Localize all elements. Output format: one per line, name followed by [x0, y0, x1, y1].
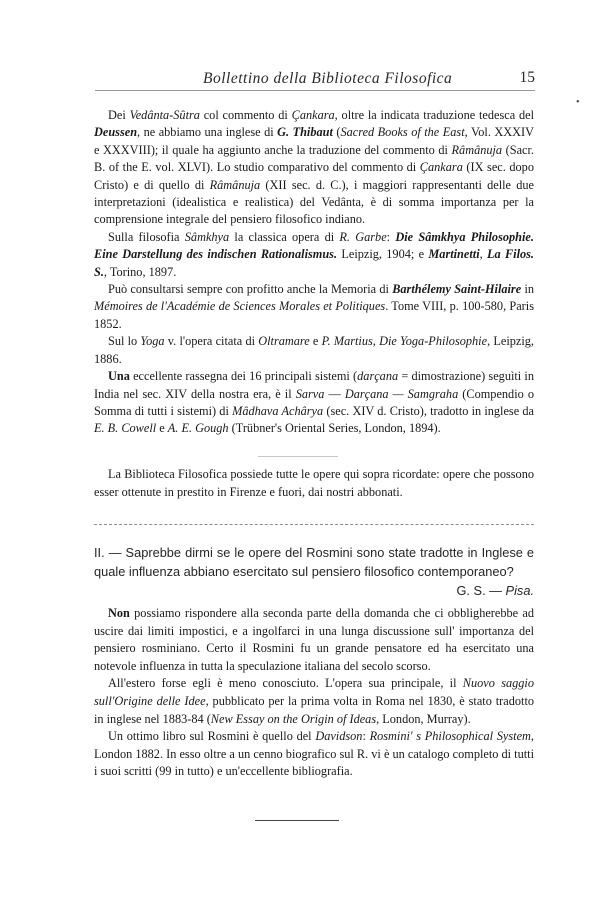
text-run: Râmânuja: [209, 177, 261, 192]
text-run: , London 1882. In esso oltre a un cenno biografico sul R. vi è un catalogo completo di tutti i suoi scritti (99 in tutto) e un'eccellente bibliografia.: [94, 729, 534, 779]
text-run: Può consultarsi sempre con profitto anche la Memoria di: [108, 282, 393, 297]
text-run: Un ottimo libro sul Rosmini è quello del: [108, 729, 316, 744]
text-run: (Compendio o Somma di tutti i sistemi) di: [94, 386, 534, 418]
reader-question: [94, 543, 534, 601]
text-run: , Torino, 1897.: [103, 264, 177, 279]
text-run: = dimostrazione) seguìti in India nel sec. XIV della nostra era, è il: [94, 369, 534, 401]
text-run: R. Garbe: [339, 229, 387, 244]
signature-city: Pisa.: [505, 583, 534, 599]
text-run: All'estero forse egli è meno conosciuto. L'opera sua principale, il: [108, 676, 463, 691]
text-run: Sulla filosofia: [108, 229, 185, 244]
text-run: , pubblicato per la prima volta in Roma nel 1830, è stato tradotto in inglese nel 1883-84 (: [94, 693, 535, 726]
text-run: , Vol. XXXIV e XXXVIII); il quale ha aggiunto anche la traduzione del commento di: [94, 125, 534, 157]
text-run: A. E. Gough: [167, 421, 229, 436]
text-run: Dei: [108, 108, 130, 122]
text-run: ,: [479, 247, 487, 262]
text-run: (XII sec. d. C.), i maggiori rappresentanti delle due interpretazioni (idealistica e realistica) del Vedânta, è di somma importanza per la comprensione integrale del pensiero filosofico indiano.: [94, 177, 534, 227]
text-run: New Essay on the Origin of Ideas: [210, 711, 377, 726]
text-run: Çankara: [419, 160, 463, 175]
text-run: e: [309, 334, 322, 349]
answer-section: [94, 605, 534, 781]
library-notice: [94, 466, 534, 502]
text-run: Sarva: [295, 386, 325, 401]
text-run: . Tome VIII, p. 100-580, Paris 1852.: [94, 299, 534, 331]
text-run: (Sacr. B. of the E. vol. XLVI). Lo studio comparativo del commento di: [94, 142, 534, 175]
text-run: (sec. XIV d. Cristo), tradotto in inglese da: [323, 403, 534, 418]
text-run: (Trübner's Oriental Series, London, 1894).: [228, 421, 441, 436]
text-run: La Filos. S.: [94, 247, 534, 279]
text-run: Deussen: [94, 125, 138, 140]
text-run: darçana: [357, 369, 399, 384]
text-run: E. B. Cowell: [94, 421, 157, 436]
text-run: Non: [108, 606, 130, 620]
text-run: Yoga: [140, 334, 165, 349]
text-run: Râmânuja: [451, 142, 503, 157]
text-run: ,: [372, 334, 380, 349]
text-run: G. Thibaut: [277, 125, 333, 140]
text-run: , Leipzig, 1886.: [94, 334, 534, 366]
running-title: Bollettino della Biblioteca Filosofica: [203, 70, 453, 87]
text-run: , London, Murray).: [376, 711, 471, 726]
bibliography-section: [94, 107, 534, 438]
text-run: eccellente rassegna dei 16 principali sistemi (: [129, 369, 358, 384]
text-run: Sacred Books of the East: [340, 125, 465, 140]
text-run: —: [324, 386, 345, 401]
text-run: P. Martius: [321, 334, 373, 349]
text-run: Mémoires de l'Académie de Sciences Morales et Politiques: [94, 299, 386, 314]
text-run: e: [156, 421, 168, 436]
page-number: 15: [519, 69, 535, 86]
text-run: Mâdhava Achârya: [232, 403, 324, 418]
paragraph-samkhya: [94, 229, 534, 281]
text-run: , oltre la indicata traduzione tedesca del: [334, 108, 534, 122]
text-run: Barthélemy Saint-Hilaire: [392, 282, 522, 297]
header-rule: [95, 90, 535, 91]
text-run: Çankara: [291, 108, 335, 122]
section-separator: [94, 524, 534, 525]
text-run: Die Yoga-Philosophie: [379, 334, 488, 349]
text-run: , ne abbiamo una inglese di: [137, 125, 278, 140]
answer-paragraph-3: [94, 728, 534, 781]
text-run: Davidson: [315, 729, 363, 744]
text-run: Vedânta-Sûtra: [129, 108, 200, 122]
stray-mark: •: [576, 97, 580, 108]
text-run: :: [386, 229, 396, 244]
notice-text: La Biblioteca Filosofica possiede tutte le opere qui sopra ricordate: opere che possono esser ottenute in prestito in Firenze e fuori, dai nostri abbonati.: [94, 467, 534, 499]
text-run: la classica opera di: [229, 229, 340, 244]
text-run: Die Sâmkhya Philosophie. Eine Darstellung des indischen Rationalismus.: [94, 229, 534, 262]
text-run: v. l'opera citata di: [164, 334, 259, 349]
text-run: possiamo rispondere alla seconda parte della domanda che ci obbligherebbe ad uscire dai limiti impostici, e a ingolfarci in una lunga discussione sull' importanza del pensiero rosminiano. Certo il Rosmini fu un grande pensatore ed ha esercitato una notevole influenza in tutta la speculazione italiana del secolo scorso.: [94, 606, 534, 673]
text-run: Martinetti: [428, 247, 480, 262]
text-run: Nuovo saggio sull'Origine delle Idee: [94, 676, 534, 708]
paragraph-yoga: [94, 333, 534, 368]
text-run: Oltramare: [258, 334, 310, 349]
text-run: :: [362, 729, 370, 744]
question-text: II. — Saprebbe dirmi se le opere del Rosmini sono state tradotte in Inglese e quale influenza abbiano esercitato sul pensiero filosofico contemporaneo?: [94, 545, 534, 580]
question-signature: [456, 581, 534, 600]
short-separator: [258, 456, 338, 457]
text-run: Una: [108, 369, 130, 384]
end-rule: [255, 820, 339, 821]
paragraph-vedanta: [94, 107, 534, 229]
text-run: Rosmini' s Philosophical System: [369, 729, 531, 744]
text-run: Sâmkhya: [184, 229, 230, 244]
text-run: Darçana — Samgraha: [344, 386, 459, 401]
paragraph-darcana: [94, 368, 534, 438]
paragraph-barthelemy: [94, 281, 534, 333]
answer-paragraph-1: [94, 605, 534, 675]
text-run: (: [332, 125, 341, 140]
text-run: Leipzig, 1904; e: [337, 247, 429, 262]
running-header: [95, 68, 535, 90]
text-run: Sul lo: [108, 334, 141, 349]
answer-paragraph-2: [94, 675, 534, 728]
text-run: in: [521, 282, 535, 297]
text-run: col commento di: [199, 108, 292, 122]
signature-initials: G. S. —: [456, 583, 502, 599]
text-run: (IX sec. dopo Cristo) e di quello di: [94, 160, 534, 192]
